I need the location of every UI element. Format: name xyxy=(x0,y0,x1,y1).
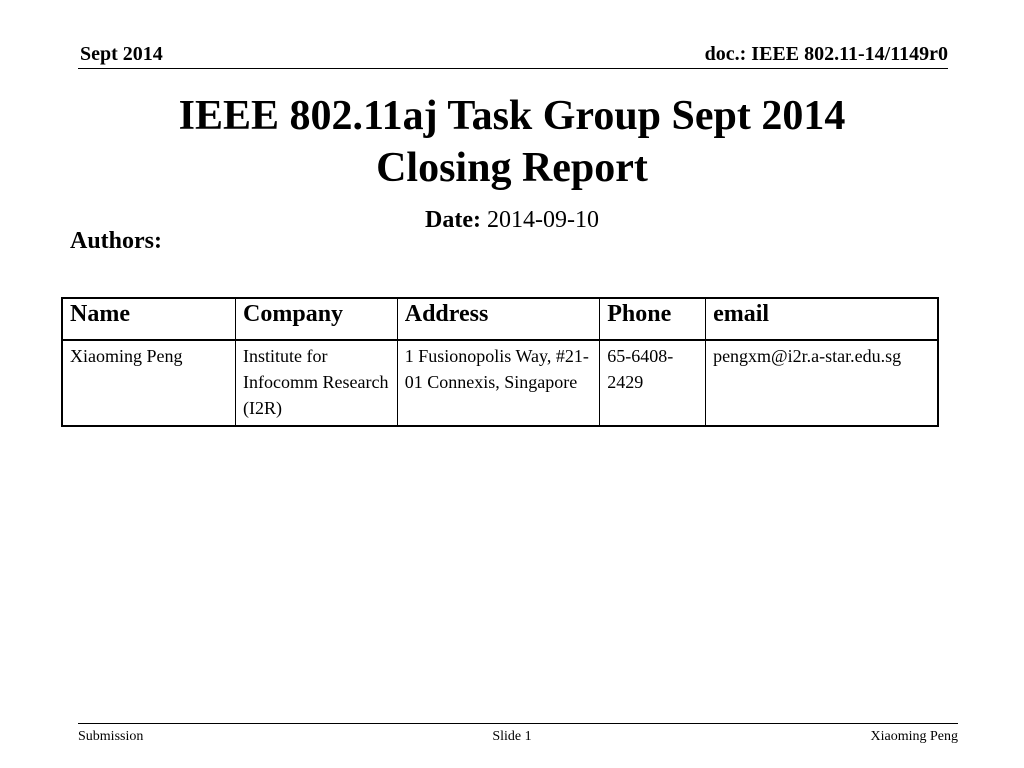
table-header-row xyxy=(62,298,938,340)
cell-phone: 65-6408-2429 xyxy=(600,340,706,426)
cell-email: pengxm@i2r.a-star.edu.sg xyxy=(706,340,938,426)
column-header-email: email xyxy=(706,298,938,340)
date-label: Date: xyxy=(425,207,481,233)
authors-label: Authors: xyxy=(70,228,163,254)
footer-slide-number: Slide 1 xyxy=(492,729,532,744)
footer-divider xyxy=(78,723,958,724)
column-header-company: Company xyxy=(236,298,398,340)
table-row xyxy=(62,340,938,426)
slide-title-line-1: IEEE 802.11aj Task Group Sept 2014 xyxy=(178,93,846,139)
slide-title-line-2: Closing Report xyxy=(376,145,648,191)
column-header-address: Address xyxy=(397,298,599,340)
header-doc-id: doc.: IEEE 802.11-14/1149r0 xyxy=(704,43,948,65)
header-divider xyxy=(78,68,948,69)
footer-submission: Submission xyxy=(78,729,144,744)
authors-table xyxy=(61,297,939,427)
cell-address: 1 Fusionopolis Way, #21-01 Connexis, Singapore xyxy=(397,340,599,426)
slide-title xyxy=(0,90,1024,194)
footer-author: Xiaoming Peng xyxy=(870,729,958,744)
cell-name: Xiaoming Peng xyxy=(62,340,236,426)
date-value: 2014-09-10 xyxy=(486,207,599,233)
column-header-phone: Phone xyxy=(600,298,706,340)
header-date: Sept 2014 xyxy=(80,43,163,65)
column-header-name: Name xyxy=(62,298,236,340)
cell-company: Institute for Infocomm Research (I2R) xyxy=(236,340,398,426)
